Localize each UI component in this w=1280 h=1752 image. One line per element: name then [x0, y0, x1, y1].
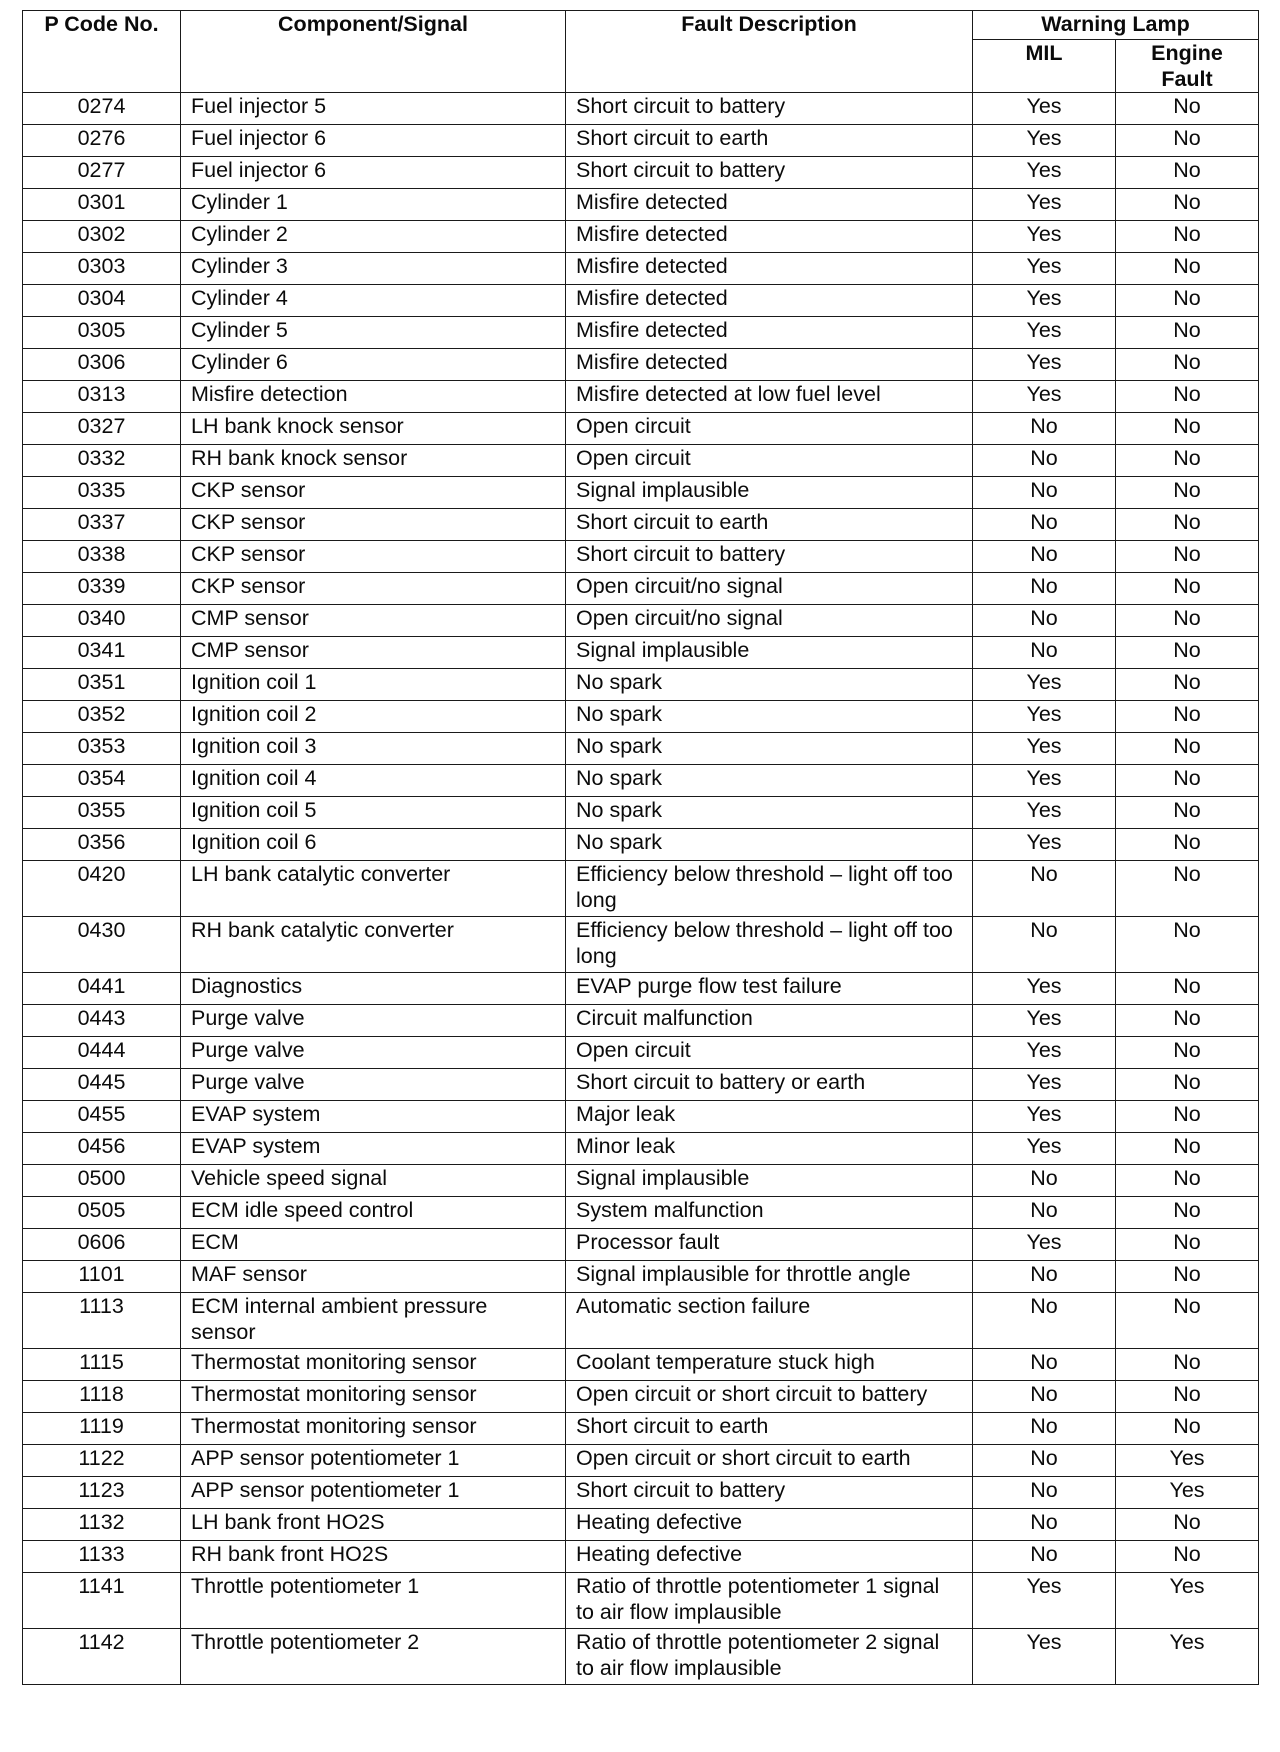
table-row	[23, 189, 1259, 221]
mil-cell: No	[973, 1477, 1116, 1509]
engine-fault-cell: Yes	[1116, 1477, 1259, 1509]
fault-description-cell: Open circuit/no signal	[566, 605, 973, 637]
engine-fault-cell: Yes	[1116, 1629, 1259, 1685]
engine-fault-cell: No	[1116, 317, 1259, 349]
mil-cell: No	[973, 1261, 1116, 1293]
mil-cell: Yes	[973, 189, 1116, 221]
fault-description-cell: No spark	[566, 701, 973, 733]
engine-fault-cell: No	[1116, 917, 1259, 973]
table-row	[23, 1261, 1259, 1293]
fault-description-cell: Open circuit	[566, 1037, 973, 1069]
fault-description-cell: Processor fault	[566, 1229, 973, 1261]
table-row	[23, 1629, 1259, 1685]
table-row	[23, 445, 1259, 477]
p-code-cell: 0302	[23, 221, 181, 253]
mil-cell: No	[973, 637, 1116, 669]
component-cell: Purge valve	[181, 1037, 566, 1069]
fault-description-cell: Short circuit to battery	[566, 93, 973, 125]
engine-fault-cell: No	[1116, 701, 1259, 733]
table-row	[23, 637, 1259, 669]
component-cell: CKP sensor	[181, 477, 566, 509]
mil-cell: Yes	[973, 253, 1116, 285]
fault-description-cell: Efficiency below threshold – light off too long	[566, 861, 973, 917]
fault-description-cell: Misfire detected	[566, 189, 973, 221]
header-engine-fault: Engine Fault	[1116, 40, 1259, 93]
engine-fault-cell: No	[1116, 221, 1259, 253]
mil-cell: No	[973, 1293, 1116, 1349]
engine-fault-cell: No	[1116, 1349, 1259, 1381]
table-row	[23, 349, 1259, 381]
table-row	[23, 605, 1259, 637]
component-cell: Thermostat monitoring sensor	[181, 1381, 566, 1413]
table-row	[23, 253, 1259, 285]
mil-cell: Yes	[973, 1069, 1116, 1101]
table-row	[23, 541, 1259, 573]
p-code-cell: 1118	[23, 1381, 181, 1413]
fault-description-cell: Open circuit/no signal	[566, 573, 973, 605]
fault-description-cell: EVAP purge flow test failure	[566, 973, 973, 1005]
component-cell: Throttle potentiometer 2	[181, 1629, 566, 1685]
p-code-cell: 1115	[23, 1349, 181, 1381]
fault-description-cell: Ratio of throttle potentiometer 1 signal to air flow implausible	[566, 1573, 973, 1629]
fault-description-cell: Open circuit	[566, 445, 973, 477]
component-cell: Cylinder 6	[181, 349, 566, 381]
engine-fault-cell: No	[1116, 189, 1259, 221]
fault-description-cell: Efficiency below threshold – light off too long	[566, 917, 973, 973]
component-cell: CKP sensor	[181, 573, 566, 605]
table-row	[23, 1197, 1259, 1229]
p-code-cell: 1141	[23, 1573, 181, 1629]
component-cell: Ignition coil 1	[181, 669, 566, 701]
engine-fault-cell: No	[1116, 1541, 1259, 1573]
mil-cell: No	[973, 413, 1116, 445]
component-cell: Purge valve	[181, 1005, 566, 1037]
p-code-cell: 0505	[23, 1197, 181, 1229]
p-code-cell: 1142	[23, 1629, 181, 1685]
engine-fault-cell: No	[1116, 829, 1259, 861]
mil-cell: Yes	[973, 157, 1116, 189]
engine-fault-cell: No	[1116, 1229, 1259, 1261]
p-code-cell: 0356	[23, 829, 181, 861]
component-cell: Vehicle speed signal	[181, 1165, 566, 1197]
engine-fault-cell: No	[1116, 381, 1259, 413]
table-row	[23, 125, 1259, 157]
header-mil: MIL	[973, 40, 1116, 93]
engine-fault-cell: No	[1116, 1381, 1259, 1413]
engine-fault-cell: No	[1116, 349, 1259, 381]
engine-fault-cell: No	[1116, 445, 1259, 477]
table-row	[23, 765, 1259, 797]
component-cell: Diagnostics	[181, 973, 566, 1005]
p-code-cell: 0443	[23, 1005, 181, 1037]
fault-description-cell: Open circuit	[566, 413, 973, 445]
component-cell: Thermostat monitoring sensor	[181, 1413, 566, 1445]
component-cell: Ignition coil 6	[181, 829, 566, 861]
fault-code-document	[22, 10, 1258, 1685]
table-row	[23, 1069, 1259, 1101]
mil-cell: No	[973, 1541, 1116, 1573]
component-cell: ECM	[181, 1229, 566, 1261]
component-cell: APP sensor potentiometer 1	[181, 1477, 566, 1509]
table-row	[23, 733, 1259, 765]
table-row	[23, 573, 1259, 605]
header-fault-description: Fault Description	[566, 11, 973, 93]
mil-cell: Yes	[973, 1629, 1116, 1685]
fault-description-cell: No spark	[566, 765, 973, 797]
table-row	[23, 1477, 1259, 1509]
table-row	[23, 861, 1259, 917]
fault-description-cell: Minor leak	[566, 1133, 973, 1165]
component-cell: CMP sensor	[181, 637, 566, 669]
table-row	[23, 221, 1259, 253]
p-code-cell: 0304	[23, 285, 181, 317]
table-row	[23, 1445, 1259, 1477]
engine-fault-cell: No	[1116, 1069, 1259, 1101]
engine-fault-cell: No	[1116, 93, 1259, 125]
component-cell: Fuel injector 6	[181, 157, 566, 189]
table-row	[23, 1005, 1259, 1037]
p-code-cell: 0351	[23, 669, 181, 701]
p-code-cell: 1101	[23, 1261, 181, 1293]
engine-fault-cell: No	[1116, 605, 1259, 637]
component-cell: APP sensor potentiometer 1	[181, 1445, 566, 1477]
engine-fault-cell: No	[1116, 1101, 1259, 1133]
mil-cell: Yes	[973, 1037, 1116, 1069]
component-cell: EVAP system	[181, 1101, 566, 1133]
mil-cell: Yes	[973, 1101, 1116, 1133]
mil-cell: Yes	[973, 973, 1116, 1005]
p-code-cell: 0355	[23, 797, 181, 829]
component-cell: Ignition coil 4	[181, 765, 566, 797]
component-cell: Fuel injector 5	[181, 93, 566, 125]
engine-fault-cell: No	[1116, 1261, 1259, 1293]
p-code-cell: 0441	[23, 973, 181, 1005]
table-row	[23, 1413, 1259, 1445]
fault-code-table	[22, 10, 1259, 1685]
p-code-cell: 0420	[23, 861, 181, 917]
fault-description-cell: Short circuit to battery	[566, 1477, 973, 1509]
component-cell: Ignition coil 3	[181, 733, 566, 765]
engine-fault-cell: No	[1116, 973, 1259, 1005]
p-code-cell: 1122	[23, 1445, 181, 1477]
mil-cell: Yes	[973, 1229, 1116, 1261]
mil-cell: Yes	[973, 765, 1116, 797]
table-row	[23, 317, 1259, 349]
engine-fault-cell: No	[1116, 285, 1259, 317]
mil-cell: No	[973, 917, 1116, 973]
p-code-cell: 0353	[23, 733, 181, 765]
fault-description-cell: Misfire detected	[566, 253, 973, 285]
component-cell: Cylinder 1	[181, 189, 566, 221]
table-row	[23, 917, 1259, 973]
mil-cell: Yes	[973, 797, 1116, 829]
p-code-cell: 1133	[23, 1541, 181, 1573]
mil-cell: Yes	[973, 349, 1116, 381]
table-row	[23, 1229, 1259, 1261]
p-code-cell: 0274	[23, 93, 181, 125]
table-row	[23, 285, 1259, 317]
p-code-cell: 0456	[23, 1133, 181, 1165]
engine-fault-cell: No	[1116, 1165, 1259, 1197]
component-cell: Cylinder 3	[181, 253, 566, 285]
engine-fault-cell: No	[1116, 1037, 1259, 1069]
engine-fault-cell: No	[1116, 1293, 1259, 1349]
p-code-cell: 0337	[23, 509, 181, 541]
p-code-cell: 1123	[23, 1477, 181, 1509]
fault-description-cell: No spark	[566, 669, 973, 701]
p-code-cell: 0430	[23, 917, 181, 973]
table-row	[23, 1541, 1259, 1573]
mil-cell: No	[973, 477, 1116, 509]
fault-description-cell: Coolant temperature stuck high	[566, 1349, 973, 1381]
header-p-code: P Code No.	[23, 11, 181, 93]
fault-description-cell: Misfire detected	[566, 221, 973, 253]
p-code-cell: 0340	[23, 605, 181, 637]
fault-description-cell: Short circuit to battery	[566, 541, 973, 573]
table-row	[23, 1037, 1259, 1069]
mil-cell: Yes	[973, 381, 1116, 413]
component-cell: LH bank front HO2S	[181, 1509, 566, 1541]
component-cell: Cylinder 5	[181, 317, 566, 349]
component-cell: Misfire detection	[181, 381, 566, 413]
table-row	[23, 1165, 1259, 1197]
p-code-cell: 1119	[23, 1413, 181, 1445]
table-row	[23, 797, 1259, 829]
p-code-cell: 0277	[23, 157, 181, 189]
engine-fault-cell: No	[1116, 1005, 1259, 1037]
component-cell: CMP sensor	[181, 605, 566, 637]
table-row	[23, 1509, 1259, 1541]
mil-cell: No	[973, 1381, 1116, 1413]
p-code-cell: 0352	[23, 701, 181, 733]
component-cell: Fuel injector 6	[181, 125, 566, 157]
engine-fault-cell: No	[1116, 1133, 1259, 1165]
fault-description-cell: Misfire detected	[566, 285, 973, 317]
p-code-cell: 0339	[23, 573, 181, 605]
engine-fault-cell: No	[1116, 637, 1259, 669]
engine-fault-cell: No	[1116, 1197, 1259, 1229]
table-row	[23, 701, 1259, 733]
component-cell: RH bank front HO2S	[181, 1541, 566, 1573]
engine-fault-cell: No	[1116, 861, 1259, 917]
component-cell: RH bank catalytic converter	[181, 917, 566, 973]
mil-cell: Yes	[973, 221, 1116, 253]
engine-fault-cell: No	[1116, 573, 1259, 605]
fault-description-cell: Misfire detected	[566, 349, 973, 381]
mil-cell: Yes	[973, 1133, 1116, 1165]
engine-fault-cell: No	[1116, 125, 1259, 157]
engine-fault-cell: No	[1116, 477, 1259, 509]
fault-description-cell: Heating defective	[566, 1509, 973, 1541]
mil-cell: Yes	[973, 1573, 1116, 1629]
engine-fault-cell: No	[1116, 157, 1259, 189]
mil-cell: No	[973, 1445, 1116, 1477]
mil-cell: Yes	[973, 829, 1116, 861]
component-cell: RH bank knock sensor	[181, 445, 566, 477]
engine-fault-cell: No	[1116, 765, 1259, 797]
component-cell: ECM idle speed control	[181, 1197, 566, 1229]
fault-description-cell: Short circuit to battery	[566, 157, 973, 189]
engine-fault-cell: No	[1116, 253, 1259, 285]
p-code-cell: 0306	[23, 349, 181, 381]
component-cell: LH bank knock sensor	[181, 413, 566, 445]
table-row	[23, 1349, 1259, 1381]
fault-description-cell: No spark	[566, 733, 973, 765]
table-row	[23, 93, 1259, 125]
fault-description-cell: System malfunction	[566, 1197, 973, 1229]
table-row	[23, 477, 1259, 509]
p-code-cell: 1132	[23, 1509, 181, 1541]
table-row	[23, 973, 1259, 1005]
p-code-cell: 0276	[23, 125, 181, 157]
fault-description-cell: Signal implausible	[566, 1165, 973, 1197]
component-cell: ECM internal ambient pressure sensor	[181, 1293, 566, 1349]
table-row	[23, 381, 1259, 413]
engine-fault-cell: No	[1116, 733, 1259, 765]
p-code-cell: 0354	[23, 765, 181, 797]
engine-fault-cell: No	[1116, 509, 1259, 541]
engine-fault-cell: No	[1116, 1509, 1259, 1541]
fault-description-cell: Short circuit to earth	[566, 509, 973, 541]
fault-description-cell: Short circuit to earth	[566, 125, 973, 157]
table-row	[23, 829, 1259, 861]
mil-cell: No	[973, 1349, 1116, 1381]
component-cell: Ignition coil 5	[181, 797, 566, 829]
fault-code-rows	[23, 93, 1259, 1685]
table-row	[23, 669, 1259, 701]
p-code-cell: 0332	[23, 445, 181, 477]
engine-fault-cell: No	[1116, 1413, 1259, 1445]
fault-description-cell: Major leak	[566, 1101, 973, 1133]
p-code-cell: 0327	[23, 413, 181, 445]
fault-description-cell: Short circuit to earth	[566, 1413, 973, 1445]
mil-cell: Yes	[973, 93, 1116, 125]
fault-description-cell: Signal implausible	[566, 477, 973, 509]
header-component-signal: Component/Signal	[181, 11, 566, 93]
mil-cell: No	[973, 541, 1116, 573]
fault-description-cell: Signal implausible	[566, 637, 973, 669]
component-cell: Cylinder 4	[181, 285, 566, 317]
fault-description-cell: Ratio of throttle potentiometer 2 signal to air flow implausible	[566, 1629, 973, 1685]
p-code-cell: 0313	[23, 381, 181, 413]
table-row	[23, 1133, 1259, 1165]
mil-cell: Yes	[973, 1005, 1116, 1037]
p-code-cell: 0445	[23, 1069, 181, 1101]
fault-description-cell: Signal implausible for throttle angle	[566, 1261, 973, 1293]
component-cell: LH bank catalytic converter	[181, 861, 566, 917]
fault-description-cell: Automatic section failure	[566, 1293, 973, 1349]
table-row	[23, 1573, 1259, 1629]
mil-cell: Yes	[973, 669, 1116, 701]
component-cell: Purge valve	[181, 1069, 566, 1101]
p-code-cell: 0341	[23, 637, 181, 669]
fault-description-cell: Circuit malfunction	[566, 1005, 973, 1037]
mil-cell: Yes	[973, 125, 1116, 157]
mil-cell: Yes	[973, 317, 1116, 349]
table-row	[23, 413, 1259, 445]
mil-cell: No	[973, 573, 1116, 605]
component-cell: Throttle potentiometer 1	[181, 1573, 566, 1629]
fault-description-cell: Open circuit or short circuit to battery	[566, 1381, 973, 1413]
fault-description-cell: Misfire detected	[566, 317, 973, 349]
engine-fault-cell: No	[1116, 541, 1259, 573]
component-cell: Cylinder 2	[181, 221, 566, 253]
fault-description-cell: Misfire detected at low fuel level	[566, 381, 973, 413]
table-row	[23, 1293, 1259, 1349]
component-cell: EVAP system	[181, 1133, 566, 1165]
component-cell: CKP sensor	[181, 509, 566, 541]
mil-cell: No	[973, 445, 1116, 477]
p-code-cell: 0500	[23, 1165, 181, 1197]
mil-cell: No	[973, 861, 1116, 917]
engine-fault-cell: Yes	[1116, 1445, 1259, 1477]
mil-cell: No	[973, 509, 1116, 541]
mil-cell: No	[973, 1509, 1116, 1541]
component-cell: MAF sensor	[181, 1261, 566, 1293]
p-code-cell: 0305	[23, 317, 181, 349]
table-row	[23, 1381, 1259, 1413]
mil-cell: No	[973, 605, 1116, 637]
component-cell: Ignition coil 2	[181, 701, 566, 733]
engine-fault-cell: No	[1116, 413, 1259, 445]
mil-cell: Yes	[973, 701, 1116, 733]
fault-description-cell: Open circuit or short circuit to earth	[566, 1445, 973, 1477]
p-code-cell: 0303	[23, 253, 181, 285]
engine-fault-cell: Yes	[1116, 1573, 1259, 1629]
component-cell: Thermostat monitoring sensor	[181, 1349, 566, 1381]
mil-cell: Yes	[973, 733, 1116, 765]
table-row	[23, 509, 1259, 541]
mil-cell: No	[973, 1197, 1116, 1229]
p-code-cell: 0301	[23, 189, 181, 221]
fault-description-cell: No spark	[566, 829, 973, 861]
p-code-cell: 0338	[23, 541, 181, 573]
p-code-cell: 0455	[23, 1101, 181, 1133]
fault-description-cell: Heating defective	[566, 1541, 973, 1573]
fault-description-cell: Short circuit to battery or earth	[566, 1069, 973, 1101]
p-code-cell: 1113	[23, 1293, 181, 1349]
engine-fault-cell: No	[1116, 797, 1259, 829]
fault-description-cell: No spark	[566, 797, 973, 829]
engine-fault-cell: No	[1116, 669, 1259, 701]
mil-cell: Yes	[973, 285, 1116, 317]
table-row	[23, 1101, 1259, 1133]
component-cell: CKP sensor	[181, 541, 566, 573]
p-code-cell: 0606	[23, 1229, 181, 1261]
mil-cell: No	[973, 1413, 1116, 1445]
table-row	[23, 157, 1259, 189]
header-warning-lamp: Warning Lamp	[973, 11, 1259, 40]
p-code-cell: 0444	[23, 1037, 181, 1069]
p-code-cell: 0335	[23, 477, 181, 509]
mil-cell: No	[973, 1165, 1116, 1197]
